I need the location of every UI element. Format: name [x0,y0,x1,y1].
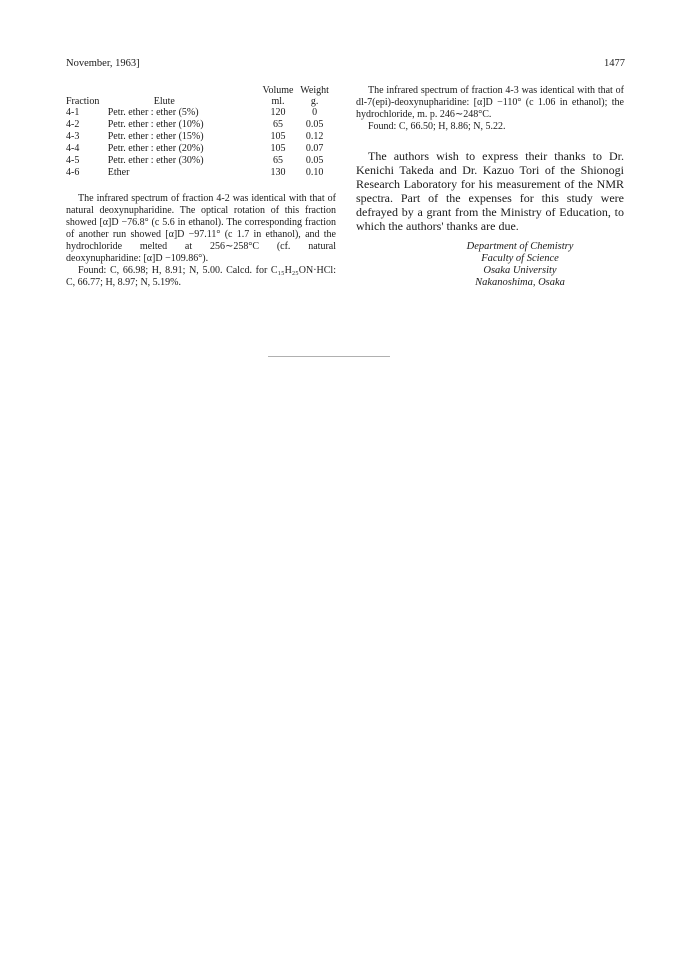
address-faculty: Faculty of Science [481,253,559,264]
table-row [66,167,334,179]
spacer [66,179,336,193]
cell-percent: (10%) [178,119,204,130]
address-university: Osaka University [483,265,557,276]
table-row [66,131,334,143]
cell-solvent: Petr. ether : ether [107,131,177,142]
header-weight-label: Weight [300,85,329,96]
cell-percent: (15%) [178,131,204,142]
table-row [66,107,334,119]
header-volume-unit: ml. [271,96,285,107]
acknowledgment: The authors wish to express their thanks to Dr. Kenichi Takeda and Dr. Kazuo Tori of the Shionogi Research Laboratory for his measurement of the NMR spectra. Part of the expenses for this study were defrayed by a grant from the Ministry of Education, to which the authors' thanks are due. [356,149,624,233]
right-column [356,85,624,289]
cell-volume: 65 [272,119,283,130]
author-address [356,241,624,289]
table-row [66,143,334,155]
header-weight [295,85,334,107]
running-header-date: November, 1963] [66,58,140,69]
paragraph-fraction-4-2: The infrared spectrum of fraction 4-2 was identical with that of natural deoxynupharidine. The optical rotation of this fraction showed [α]D −76.8° (c 5.6 in ethanol). The corresponding fraction of another run showed [α]D −97.11° (c 1.7 in ethanol), and the hydrochloride melted at 256∼258°C (cf. natural deoxynupharidine: [α]D −109.86°). [66,193,336,264]
cell-fraction: 4-5 [66,155,80,166]
cell-solvent: Ether [107,167,130,178]
table-row [66,155,334,167]
cell-volume: 120 [270,107,286,118]
header-elute: Elute [153,96,175,107]
cell-fraction: 4-1 [66,107,80,118]
cell-elute [108,143,261,155]
cell-solvent: Petr. ether : ether [107,155,177,166]
header-volume-label: Volume [262,85,294,96]
cell-weight: 0 [312,107,318,118]
page-number: 1477 [604,58,625,69]
cell-elute [108,119,261,131]
end-rule [268,356,390,357]
cell-volume: 105 [270,143,286,154]
cell-elute [108,131,261,143]
cell-weight: 0.05 [305,119,324,130]
cell-elute [108,167,261,179]
cell-elute [108,107,261,119]
cell-percent: (30%) [178,155,204,166]
cell-elute [108,155,261,167]
cell-fraction: 4-4 [66,143,80,154]
left-column [66,85,336,289]
cell-fraction: 4-2 [66,119,80,130]
cell-weight: 0.12 [305,131,324,142]
paragraph-analysis-4-2: Found: C, 66.98; H, 8.91; N, 5.00. Calcd. for C₁₅H₂₅ON·HCl: C, 66.77; H, 8.97; N, 5.19%. [66,265,336,288]
cell-volume: 65 [272,155,283,166]
cell-fraction: 4-3 [66,131,80,142]
cell-fraction: 4-6 [66,167,80,178]
cell-solvent: Petr. ether : ether [107,107,177,118]
address-location: Nakanoshima, Osaka [475,277,565,288]
paragraph-analysis-4-3: Found: C, 66.50; H, 8.86; N, 5.22. [368,121,506,132]
fraction-table [66,85,334,179]
cell-solvent: Petr. ether : ether [107,119,177,130]
header-volume [261,85,295,107]
table-row [66,119,334,131]
table-header-row [66,85,334,107]
address-department: Department of Chemistry [466,241,574,252]
cell-weight: 0.10 [305,167,324,178]
cell-weight: 0.07 [305,143,324,154]
cell-volume: 130 [270,167,286,178]
cell-percent: (20%) [178,143,204,154]
cell-weight: 0.05 [305,155,324,166]
header-weight-unit: g. [310,96,319,107]
paragraph-fraction-4-3: The infrared spectrum of fraction 4-3 was identical with that of dl-7(epi)-deoxynupharidine: [α]D −110° (c 1.06 in ethanol); the hydrochloride, m. p. 246∼248°C. [356,85,624,120]
spacer [356,133,624,149]
cell-volume: 105 [270,131,286,142]
header-fraction: Fraction [66,96,100,107]
cell-solvent: Petr. ether : ether [107,143,177,154]
cell-percent: (5%) [178,107,199,118]
